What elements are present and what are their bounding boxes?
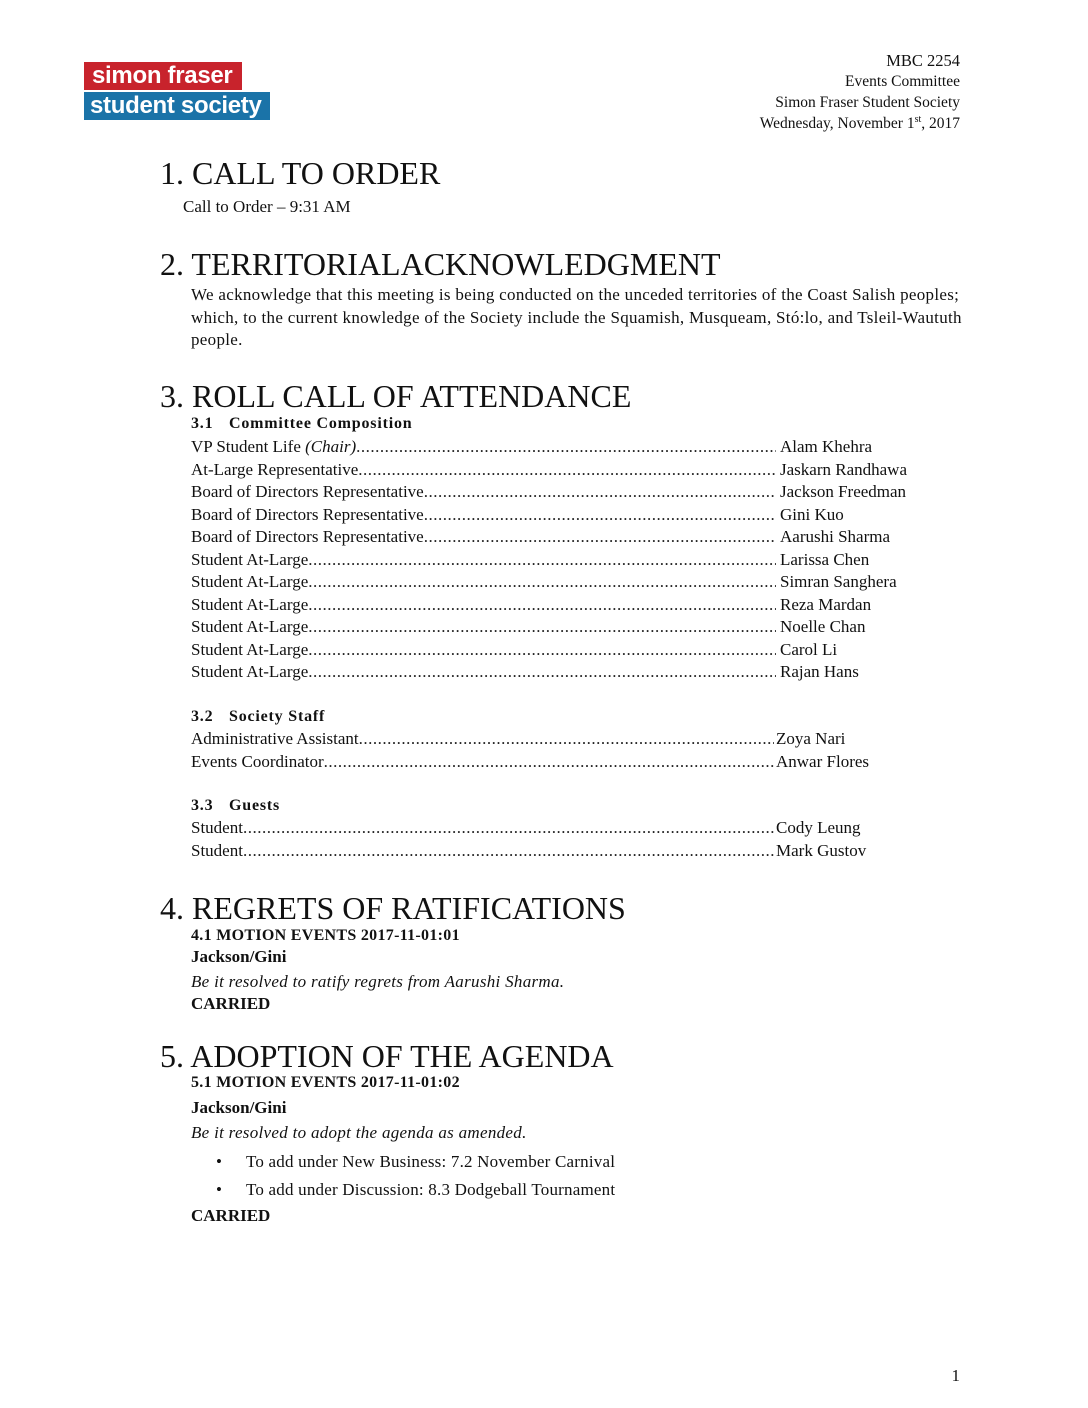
call-to-order-time: Call to Order – 9:31 AM <box>183 197 351 216</box>
attendance-row: Student ..... Cody Leung <box>191 817 936 840</box>
attendance-row: Board of Directors Representative ..... Gini Kuo <box>191 504 936 527</box>
document-header <box>760 50 960 134</box>
attendance-row: Administrative Assistant ..... Zoya Nari <box>191 728 936 751</box>
list-item: • To add under Discussion: 8.3 Dodgeball Tournament <box>216 1176 615 1204</box>
territorial-acknowledgment-text: We acknowledge that this meeting is being conducted on the unceded territories of the Coast Salish peoples; which, to the current knowledge of the Society include the Squamish, Musqueam, Stó:lo, and Tsleil-Waututh people. <box>191 285 962 349</box>
heading-call-to-order: 1. CALL TO ORDER <box>160 155 441 191</box>
staff-list <box>191 728 936 773</box>
attendance-row: Student At-Large ..... Larissa Chen <box>191 549 936 572</box>
attendance-row: VP Student Life (Chair) ..... Alam Khehra <box>191 436 936 459</box>
resolution-5-1: Be it resolved to adopt the agenda as amended. <box>191 1123 527 1142</box>
heading-territorial-acknowledgment: 2. TERRITORIALACKNOWLEDGMENT <box>160 246 721 282</box>
result-5-1: CARRIED <box>191 1206 271 1225</box>
attendance-row: Student At-Large ..... Simran Sanghera <box>191 571 936 594</box>
subheading-committee-composition: 3.1 Committee Composition <box>191 415 413 432</box>
document-code: MBC 2254 <box>886 51 960 70</box>
attendance-row: Board of Directors Representative ..... Aarushi Sharma <box>191 526 936 549</box>
attendance-row: At-Large Representative ..... Jaskarn Randhawa <box>191 459 936 482</box>
heading-regrets: 4. REGRETS OF RATIFICATIONS <box>160 890 626 926</box>
attendance-row: Student At-Large ..... Carol Li <box>191 639 936 662</box>
heading-adoption-agenda: 5. ADOPTION OF THE AGENDA <box>160 1038 614 1074</box>
attendance-row: Events Coordinator ..... Anwar Flores <box>191 751 936 774</box>
attendance-row: Student At-Large ..... Noelle Chan <box>191 616 936 639</box>
attendance-row: Student At-Large ..... Reza Mardan <box>191 594 936 617</box>
resolution-4-1: Be it resolved to ratify regrets from Aarushi Sharma. <box>191 972 565 991</box>
committee-name: Events Committee <box>845 73 960 90</box>
page-number: 1 <box>951 1366 960 1385</box>
motion-4-1: 4.1 MOTION EVENTS 2017-11-01:01 <box>191 927 460 944</box>
meeting-date: Wednesday, November 1st, 2017 <box>759 113 960 132</box>
agenda-amendments <box>216 1148 615 1204</box>
attendance-row: Student ..... Mark Gustov <box>191 840 936 863</box>
attendance-row: Board of Directors Representative ..... Jackson Freedman <box>191 481 936 504</box>
movers-4-1: Jackson/Gini <box>191 947 287 966</box>
society-logo <box>84 62 270 120</box>
logo-line-1: simon fraser <box>84 62 242 90</box>
motion-5-1: 5.1 MOTION EVENTS 2017-11-01:02 <box>191 1074 460 1091</box>
subheading-society-staff: 3.2 Society Staff <box>191 708 326 725</box>
list-item: • To add under New Business: 7.2 November Carnival <box>216 1148 615 1176</box>
guests-list <box>191 817 936 862</box>
result-4-1: CARRIED <box>191 994 271 1013</box>
heading-roll-call: 3. ROLL CALL OF ATTENDANCE <box>160 378 632 414</box>
organization-name: Simon Fraser Student Society <box>775 94 960 111</box>
logo-line-2: student society <box>84 92 270 120</box>
movers-5-1: Jackson/Gini <box>191 1098 287 1117</box>
committee-list <box>191 436 936 684</box>
attendance-row: Student At-Large ..... Rajan Hans <box>191 661 936 684</box>
subheading-guests: 3.3 Guests <box>191 797 281 814</box>
